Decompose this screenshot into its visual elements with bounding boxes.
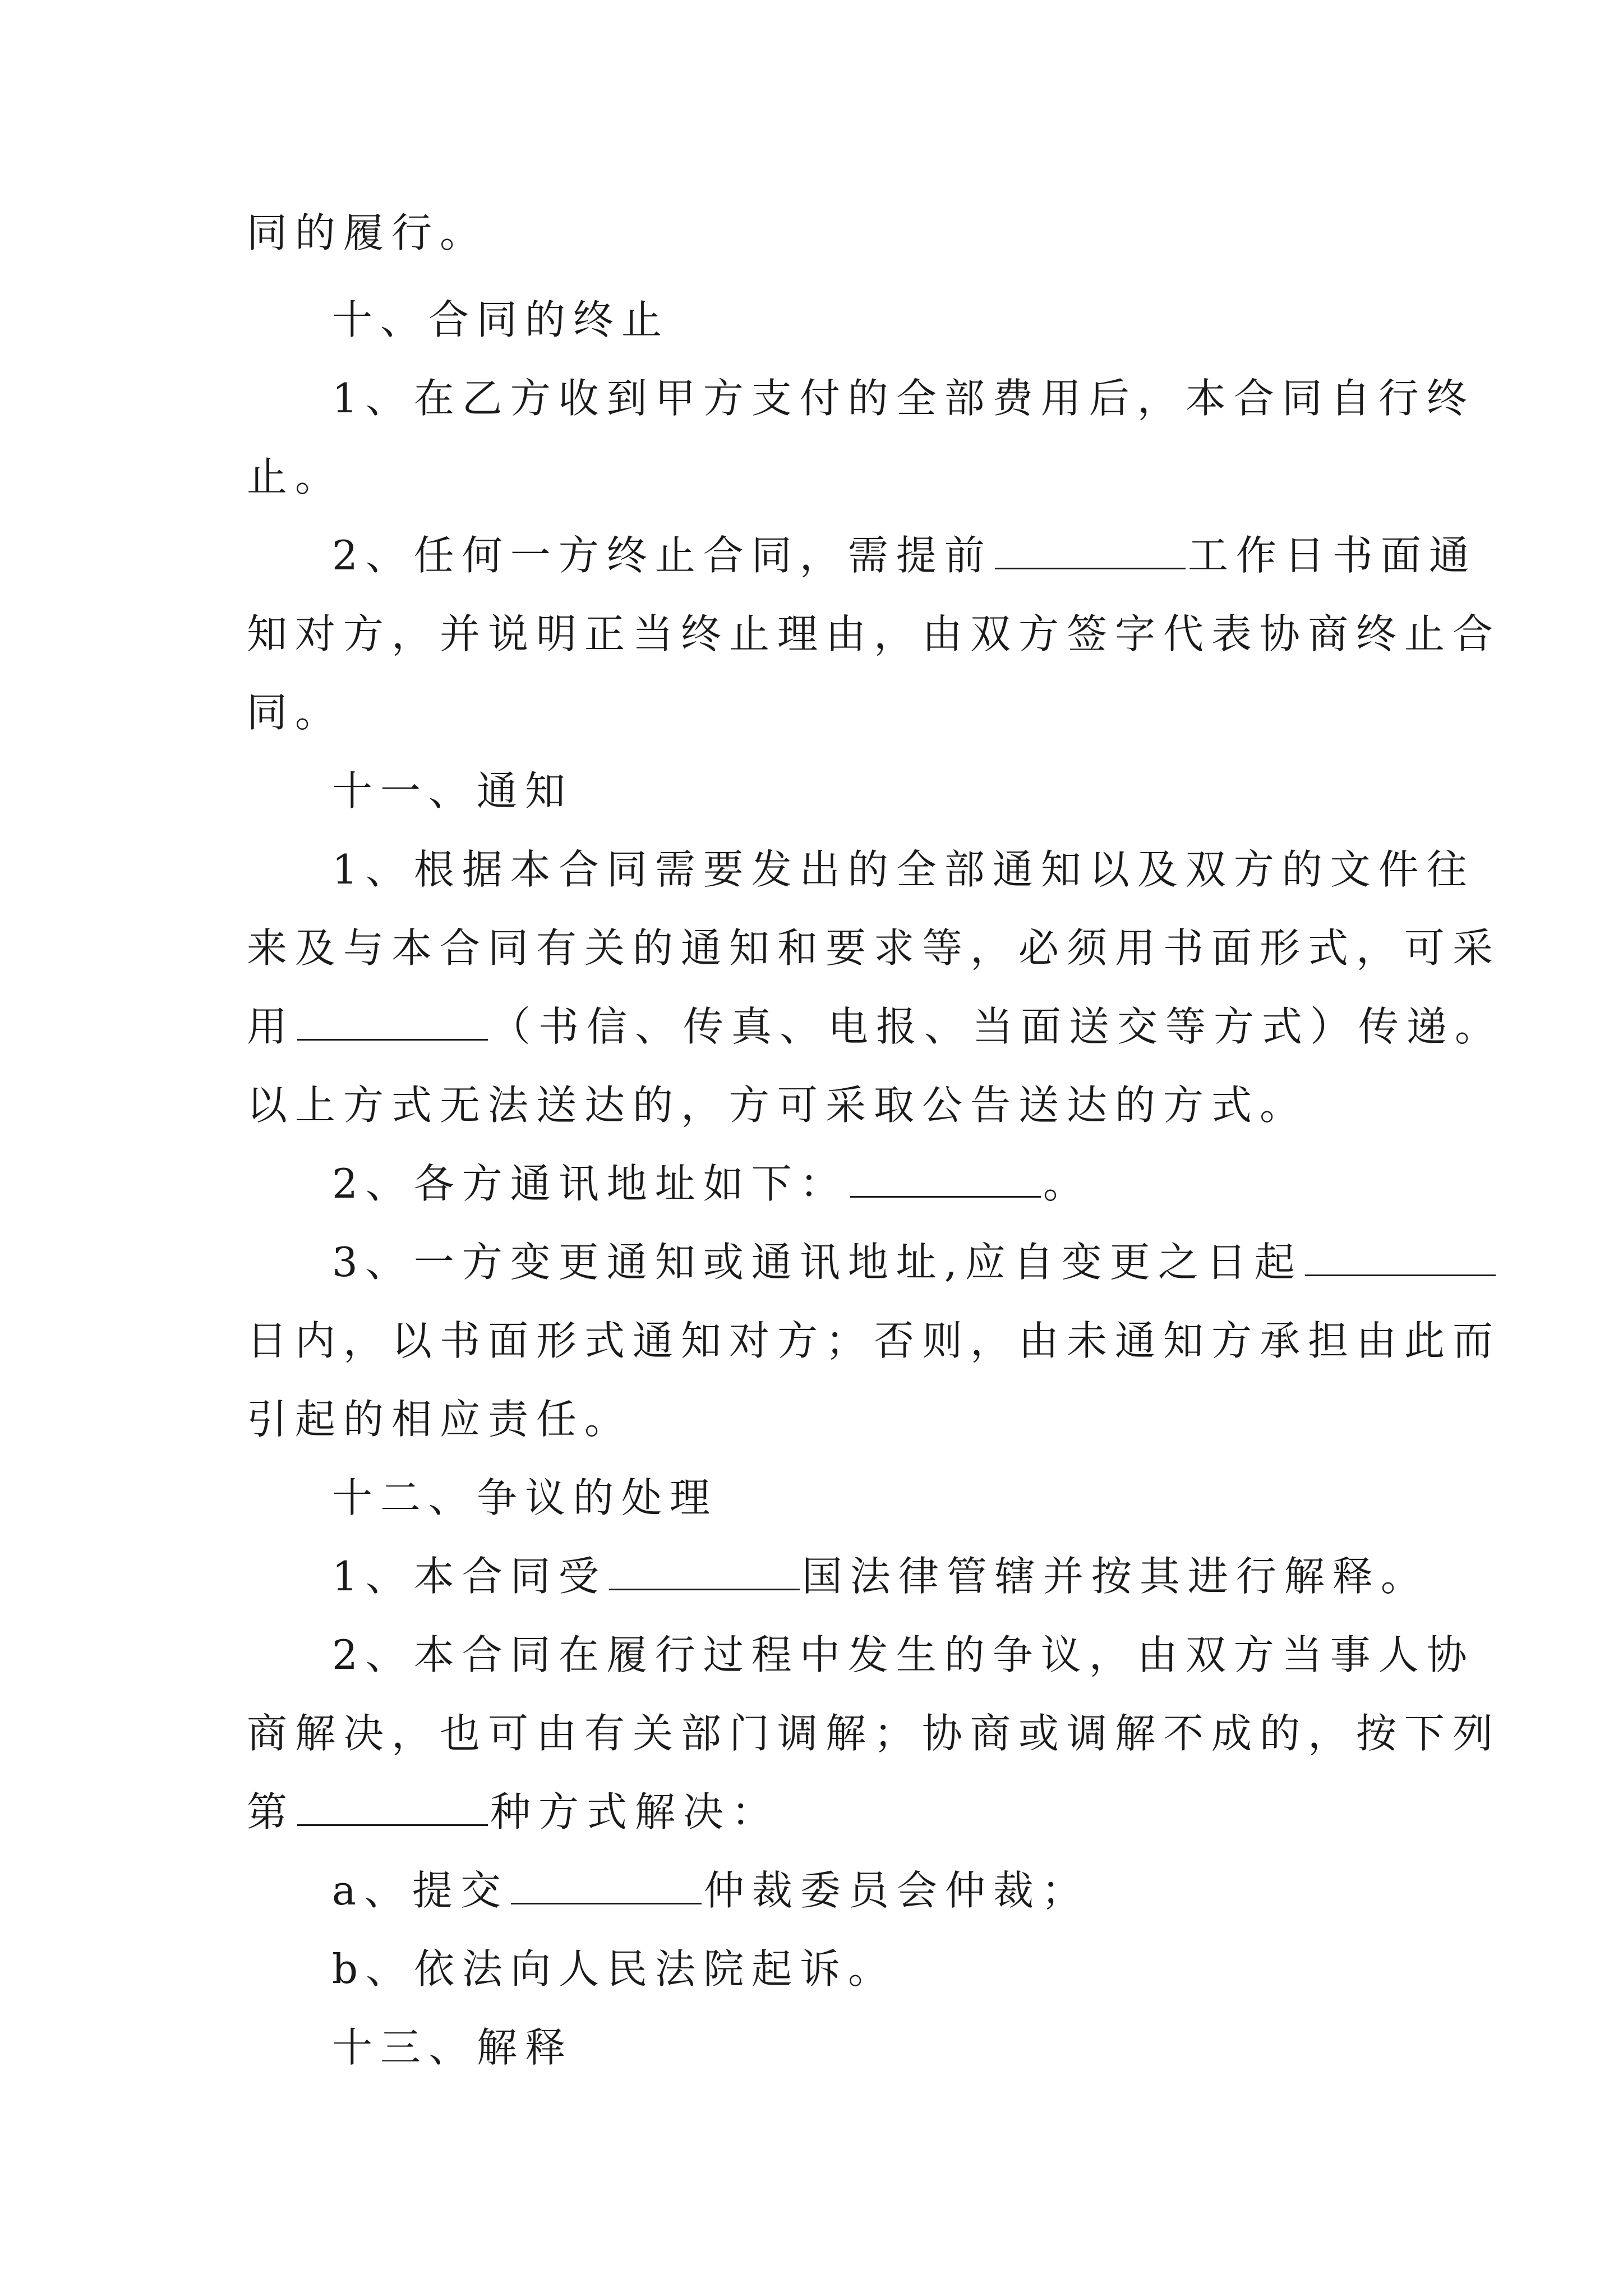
text-span: 3、一方变更通知或通讯地址,应自变更之日起 [332, 1239, 1303, 1286]
paragraph-line [332, 1551, 1429, 1602]
text-span: 十三、解释 [332, 2024, 574, 2071]
text-span: 1、根据本合同需要发出的全部通知以及双方的文件往 [332, 846, 1475, 893]
paragraph-line [332, 844, 1475, 895]
paragraph-line [247, 1708, 1501, 1759]
paragraph-line [332, 530, 1477, 581]
text-span: 种方式解决： [490, 1788, 780, 1835]
text-span: 日内，以书面形式通知对方；否则，由未通知方承担由此而 [247, 1317, 1501, 1364]
section-heading [332, 766, 573, 816]
text-span: 以上方式无法送达的，方可采取公告送达的方式。 [247, 1082, 1308, 1129]
text-span: （书信、传真、电报、当面送交等方式）传递。 [490, 1003, 1504, 1050]
text-span: 用 [247, 1003, 296, 1050]
paragraph-line [247, 1787, 780, 1837]
text-span: 1、在乙方收到甲方支付的全部费用后，本合同自行终 [332, 375, 1475, 422]
text-span: 仲裁委员会仲裁； [703, 1867, 1090, 1914]
blank-field [297, 1791, 488, 1826]
text-span: 同的履行。 [247, 209, 488, 256]
text-span: 。 [1043, 1160, 1091, 1207]
text-span: 十二、争议的处理 [332, 1474, 718, 1521]
paragraph-line [332, 1865, 1090, 1916]
paragraph-line [247, 452, 343, 502]
blank-field [850, 1162, 1041, 1198]
paragraph-line [247, 923, 1501, 973]
text-span: 2、本合同在履行过程中发生的争议，由双方当事人协 [332, 1631, 1475, 1678]
blank-field [511, 1869, 702, 1904]
text-span: 十、合同的终止 [332, 296, 670, 343]
blank-field [297, 1005, 488, 1041]
paragraph-line [247, 1394, 633, 1444]
paragraph-line [332, 1944, 896, 1994]
text-span: 1、本合同受 [332, 1553, 607, 1600]
paragraph-line [332, 1630, 1475, 1680]
text-span: 商解决，也可由有关部门调解；协商或调解不成的，按下列 [247, 1710, 1501, 1757]
text-span: 止。 [247, 453, 344, 500]
paragraph-line [247, 1315, 1501, 1366]
blank-field [1305, 1241, 1496, 1276]
text-span: 知对方，并说明正当终止理由，由双方签字代表协商终止合 [247, 610, 1501, 657]
paragraph-line [247, 1001, 1503, 1052]
text-span: b、依法向人民法院起诉。 [332, 1945, 897, 1993]
paragraph-line [332, 1237, 1498, 1287]
text-span: 引起的相应责任。 [247, 1396, 633, 1443]
text-span: 十一、通知 [332, 767, 574, 815]
section-heading [332, 2022, 573, 2073]
text-span: 工作日书面通 [1187, 532, 1477, 579]
text-span: 同。 [247, 689, 344, 736]
paragraph-line [247, 609, 1501, 659]
section-heading [332, 295, 670, 345]
text-span: 2、任何一方终止合同，需提前 [332, 532, 993, 579]
text-span: 2、各方通讯地址如下： [332, 1160, 848, 1207]
paragraph-line [332, 1158, 1091, 1209]
paragraph-line [247, 687, 343, 738]
section-heading [332, 1473, 718, 1523]
blank-field [609, 1555, 800, 1590]
text-span: 来及与本合同有关的通知和要求等，必须用书面形式，可采 [247, 924, 1501, 972]
paragraph-line [247, 1080, 1308, 1130]
text-span: a、提交 [332, 1867, 509, 1914]
blank-field [995, 534, 1186, 569]
text-span: 第 [247, 1788, 296, 1835]
text-span: 国法律管辖并按其进行解释。 [801, 1553, 1429, 1600]
paragraph-line [247, 208, 488, 258]
paragraph-line [332, 373, 1475, 424]
